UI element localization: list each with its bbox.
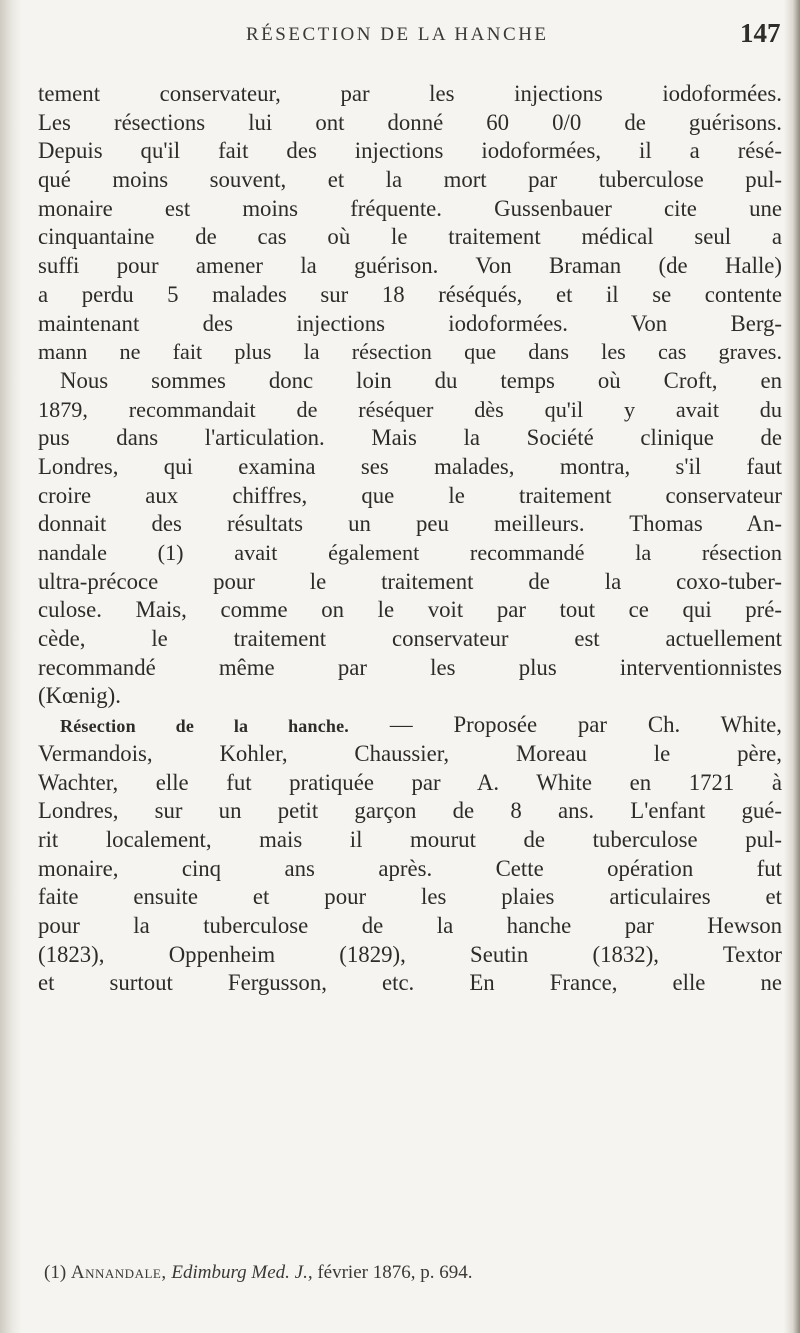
footnote-author: Annandale, [70, 1262, 167, 1283]
text-line: monaire, cinq ans après. Cette opération fut [38, 855, 782, 881]
text-line: Londres, qui examina ses malades, montra, s'il faut [38, 453, 782, 479]
running-title: RÉSECTION DE LA HANCHE [246, 24, 549, 45]
footnote [44, 1262, 764, 1284]
text-line: Wachter, elle fut pratiquée par A. White en 1721 à [38, 769, 782, 795]
text-line: nandale (1) avait également recommandé la résection [38, 540, 782, 565]
page-number: 147 [740, 18, 781, 48]
text-line: culose. Mais, comme on le voit par tout ce qui pré- [38, 597, 782, 623]
footnote-journal: Edimburg Med. J., [171, 1262, 313, 1283]
text-line: Vermandois, Kohler, Chaussier, Moreau le père, [38, 740, 782, 766]
page-gutter-shadow [0, 0, 22, 1333]
text-line: Depuis qu'il fait des injections iodoformées, il a résé- [38, 138, 782, 164]
text-line: qué moins souvent, et la mort par tuberculose pul- [38, 167, 782, 193]
text-line: 1879, recommandait de réséquer dès qu'il y avait du [38, 396, 782, 422]
main-text [38, 80, 782, 998]
section-heading: Résection de la hanche. [60, 716, 350, 737]
text-line: recommandé même par les plus interventionnistes [38, 654, 782, 680]
text-line: a perdu 5 malades sur 18 réséqués, et il se contente [38, 281, 782, 307]
text-line: cède, le traitement conservateur est actuellement [38, 626, 782, 652]
text-line: et surtout Fergusson, etc. En France, elle ne [38, 970, 782, 996]
text-line: mann ne fait plus la résection que dans les cas graves. [38, 339, 782, 365]
text-line: rit localement, mais il mourut de tuberculose pul- [38, 826, 782, 852]
text-line: cinquantaine de cas où le traitement médical seul a [38, 224, 782, 250]
text-line: Nous sommes donc loin du temps où Croft, en [60, 367, 782, 393]
text-line: maintenant des injections iodoformées. Von Berg- [38, 310, 782, 336]
text-line: (1823), Oppenheim (1829), Seutin (1832), Textor [38, 941, 782, 967]
section-first-line [38, 711, 782, 740]
text-line: monaire est moins fréquente. Gussenbauer cite une [38, 195, 782, 221]
text-line: pus dans l'articulation. Mais la Société clinique de [38, 425, 782, 451]
text-line: Londres, sur un petit garçon de 8 ans. L'enfant gué- [38, 798, 782, 824]
text-line-fragment: — Proposée par Ch. White, [389, 712, 782, 738]
text-line: croire aux chiffres, que le traitement conservateur [38, 482, 782, 508]
footnote-marker: (1) [44, 1262, 67, 1283]
text-line: tement conservateur, par les injections iodoformées. [38, 81, 782, 106]
running-header [0, 18, 800, 52]
text-line: Les résections lui ont donné 60 0/0 de guérisons. [38, 109, 782, 135]
footnote-details: février 1876, p. 694. [317, 1262, 473, 1283]
page-edge [784, 0, 800, 1333]
text-line: (Kœnig). [38, 683, 121, 709]
text-line: donnait des résultats un peu meilleurs. Thomas An- [38, 511, 782, 537]
text-line: suffi pour amener la guérison. Von Braman (de Halle) [38, 253, 782, 279]
text-line: faite ensuite et pour les plaies articulaires et [38, 884, 782, 910]
text-line: pour la tuberculose de la hanche par Hewson [38, 912, 782, 938]
text-line: ultra-précoce pour le traitement de la coxo-tuber- [38, 568, 782, 594]
